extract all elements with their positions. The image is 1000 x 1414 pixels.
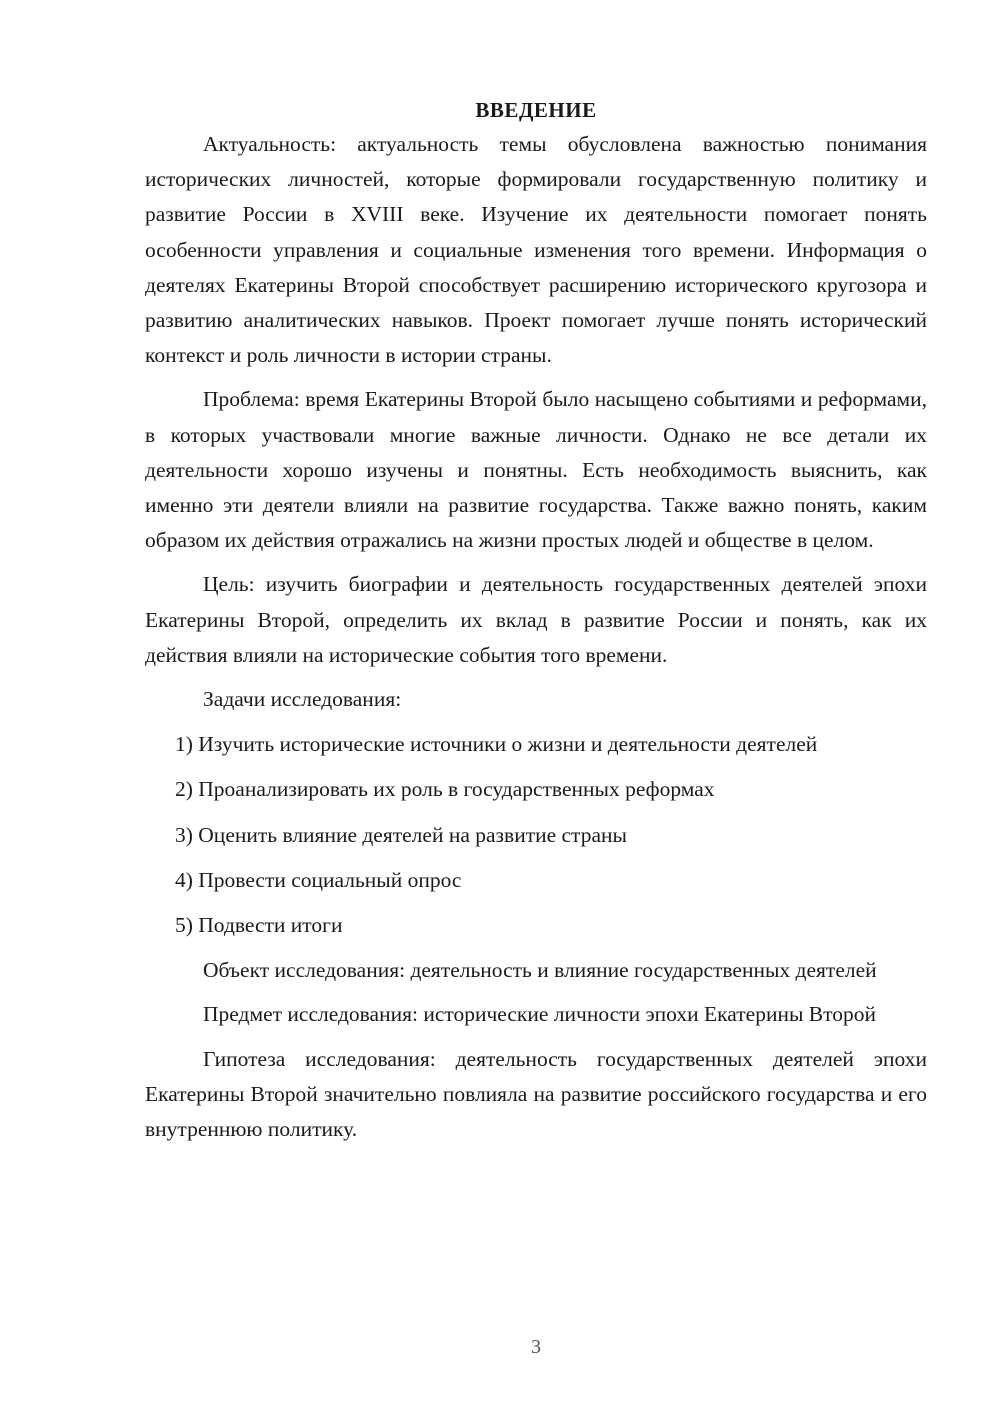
task-item: 1) Изучить исторические источники о жизни и деятельности деятелей — [175, 732, 818, 757]
task-item: 3) Оценить влияние деятелей на развитие страны — [175, 822, 627, 847]
document-page — [145, 94, 927, 1156]
tasks-label: Задачи исследования: — [203, 687, 402, 712]
subject-paragraph: Предмет исследования: исторические личности эпохи Екатерины Второй — [203, 1002, 876, 1027]
goal-paragraph: Цель: изучить биографии и деятельность государственных деятелей эпохи Екатерины Второй, определить их вклад в развитие России и понять, как их действия влияли на исторические события того времени. — [145, 572, 927, 667]
task-item: 4) Провести социальный опрос — [175, 867, 462, 892]
tasks-list — [145, 727, 927, 943]
relevance-paragraph: Актуальность: актуальность темы обусловлена важностью понимания исторических личностей, которые формировали государственную политику и развитие России в XVIII веке. Изучение их деятельности помогает понять особенности управления и социальные изменения того времени. Информация о деятелях Екатерины Второй способствует расширению исторического кругозора и развитию аналитических навыков. Проект помогает лучше понять исторический контекст и роль личности в истории страны. — [145, 132, 927, 368]
page-title: ВВЕДЕНИЕ — [475, 98, 597, 122]
page-number: 3 — [531, 1336, 541, 1358]
hypothesis-paragraph: Гипотеза исследования: деятельность государственных деятелей эпохи Екатерины Второй значительно повлияла на развитие российского государства и его внутреннюю политику. — [145, 1046, 927, 1142]
object-paragraph: Объект исследования: деятельность и влияние государственных деятелей — [203, 958, 877, 983]
problem-paragraph: Проблема: время Екатерины Второй было насыщено событиями и реформами, в которых участвовали многие важные личности. Однако не все детали их деятельности хорошо изучены и понятны. Есть необходимость выяснить, как именно эти деятели влияли на развитие государства. Также важно понять, каким образом их действия отражались на жизни простых людей и обществе в целом. — [145, 387, 927, 553]
task-item: 5) Подвести итоги — [175, 913, 343, 938]
task-item: 2) Проанализировать их роль в государственных реформах — [175, 777, 715, 802]
